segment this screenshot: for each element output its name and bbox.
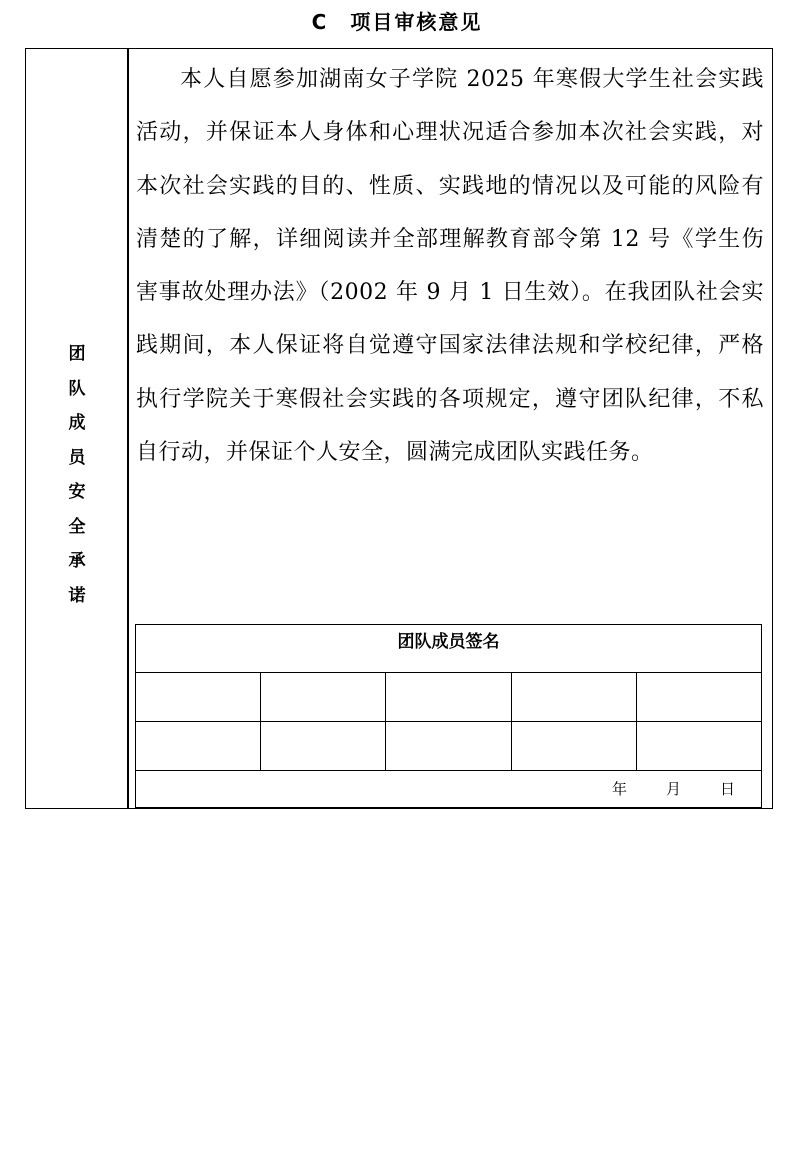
signature-cell[interactable] <box>637 722 761 770</box>
signature-cell[interactable] <box>512 722 637 770</box>
page-title: C 项目审核意见 <box>311 10 483 34</box>
date-row <box>136 771 761 807</box>
side-label-char: 成 <box>68 413 86 433</box>
side-label-char: 诺 <box>68 585 86 606</box>
signature-row <box>136 673 761 722</box>
signature-cell[interactable] <box>261 673 386 721</box>
signature-cell[interactable] <box>136 722 261 770</box>
signature-cell[interactable] <box>386 722 511 770</box>
side-label-char: 队 <box>68 378 86 399</box>
side-label-cell <box>26 49 128 808</box>
signature-heading: 团队成员签名 <box>136 625 761 673</box>
commitment-text: 本人自愿参加湖南女子学院 2025 年寒假大学生社会实践活动，并保证本人身体和心理状况适合参加本次社会实践，对本次社会实践的目的、性质、实践地的情况以及可能的风险有清楚的了解，详细阅读并全部理解教育部令第 12 号《学生伤害事故处理办法》（2002 年 9 月 1 日生效）。在我团队社会实践期间，本人保证将自觉遵守国家法律法规和学校纪律，严格执行学院关于寒假社会实践的各项规定，遵守团队纪律，不私自行动，并保证个人安全，圆满完成团队实践任务。 <box>136 67 764 466</box>
side-label-char: 全 <box>68 516 86 537</box>
signature-cell[interactable] <box>637 673 761 721</box>
side-label <box>26 337 128 613</box>
signature-cell[interactable] <box>512 673 637 721</box>
side-label-char: 承 <box>68 551 86 571</box>
date-day-label: 日 <box>720 780 736 798</box>
date-year-label: 年 <box>612 780 628 798</box>
signature-cell[interactable] <box>386 673 511 721</box>
signature-cell[interactable] <box>261 722 386 770</box>
side-label-char: 员 <box>68 447 86 468</box>
signature-row <box>136 722 761 771</box>
inner-divider <box>128 48 132 809</box>
side-label-char: 团 <box>68 344 86 364</box>
side-label-char: 安 <box>68 482 86 502</box>
date-month-label: 月 <box>666 780 682 798</box>
signature-cell[interactable] <box>136 673 261 721</box>
signature-table <box>135 624 762 808</box>
